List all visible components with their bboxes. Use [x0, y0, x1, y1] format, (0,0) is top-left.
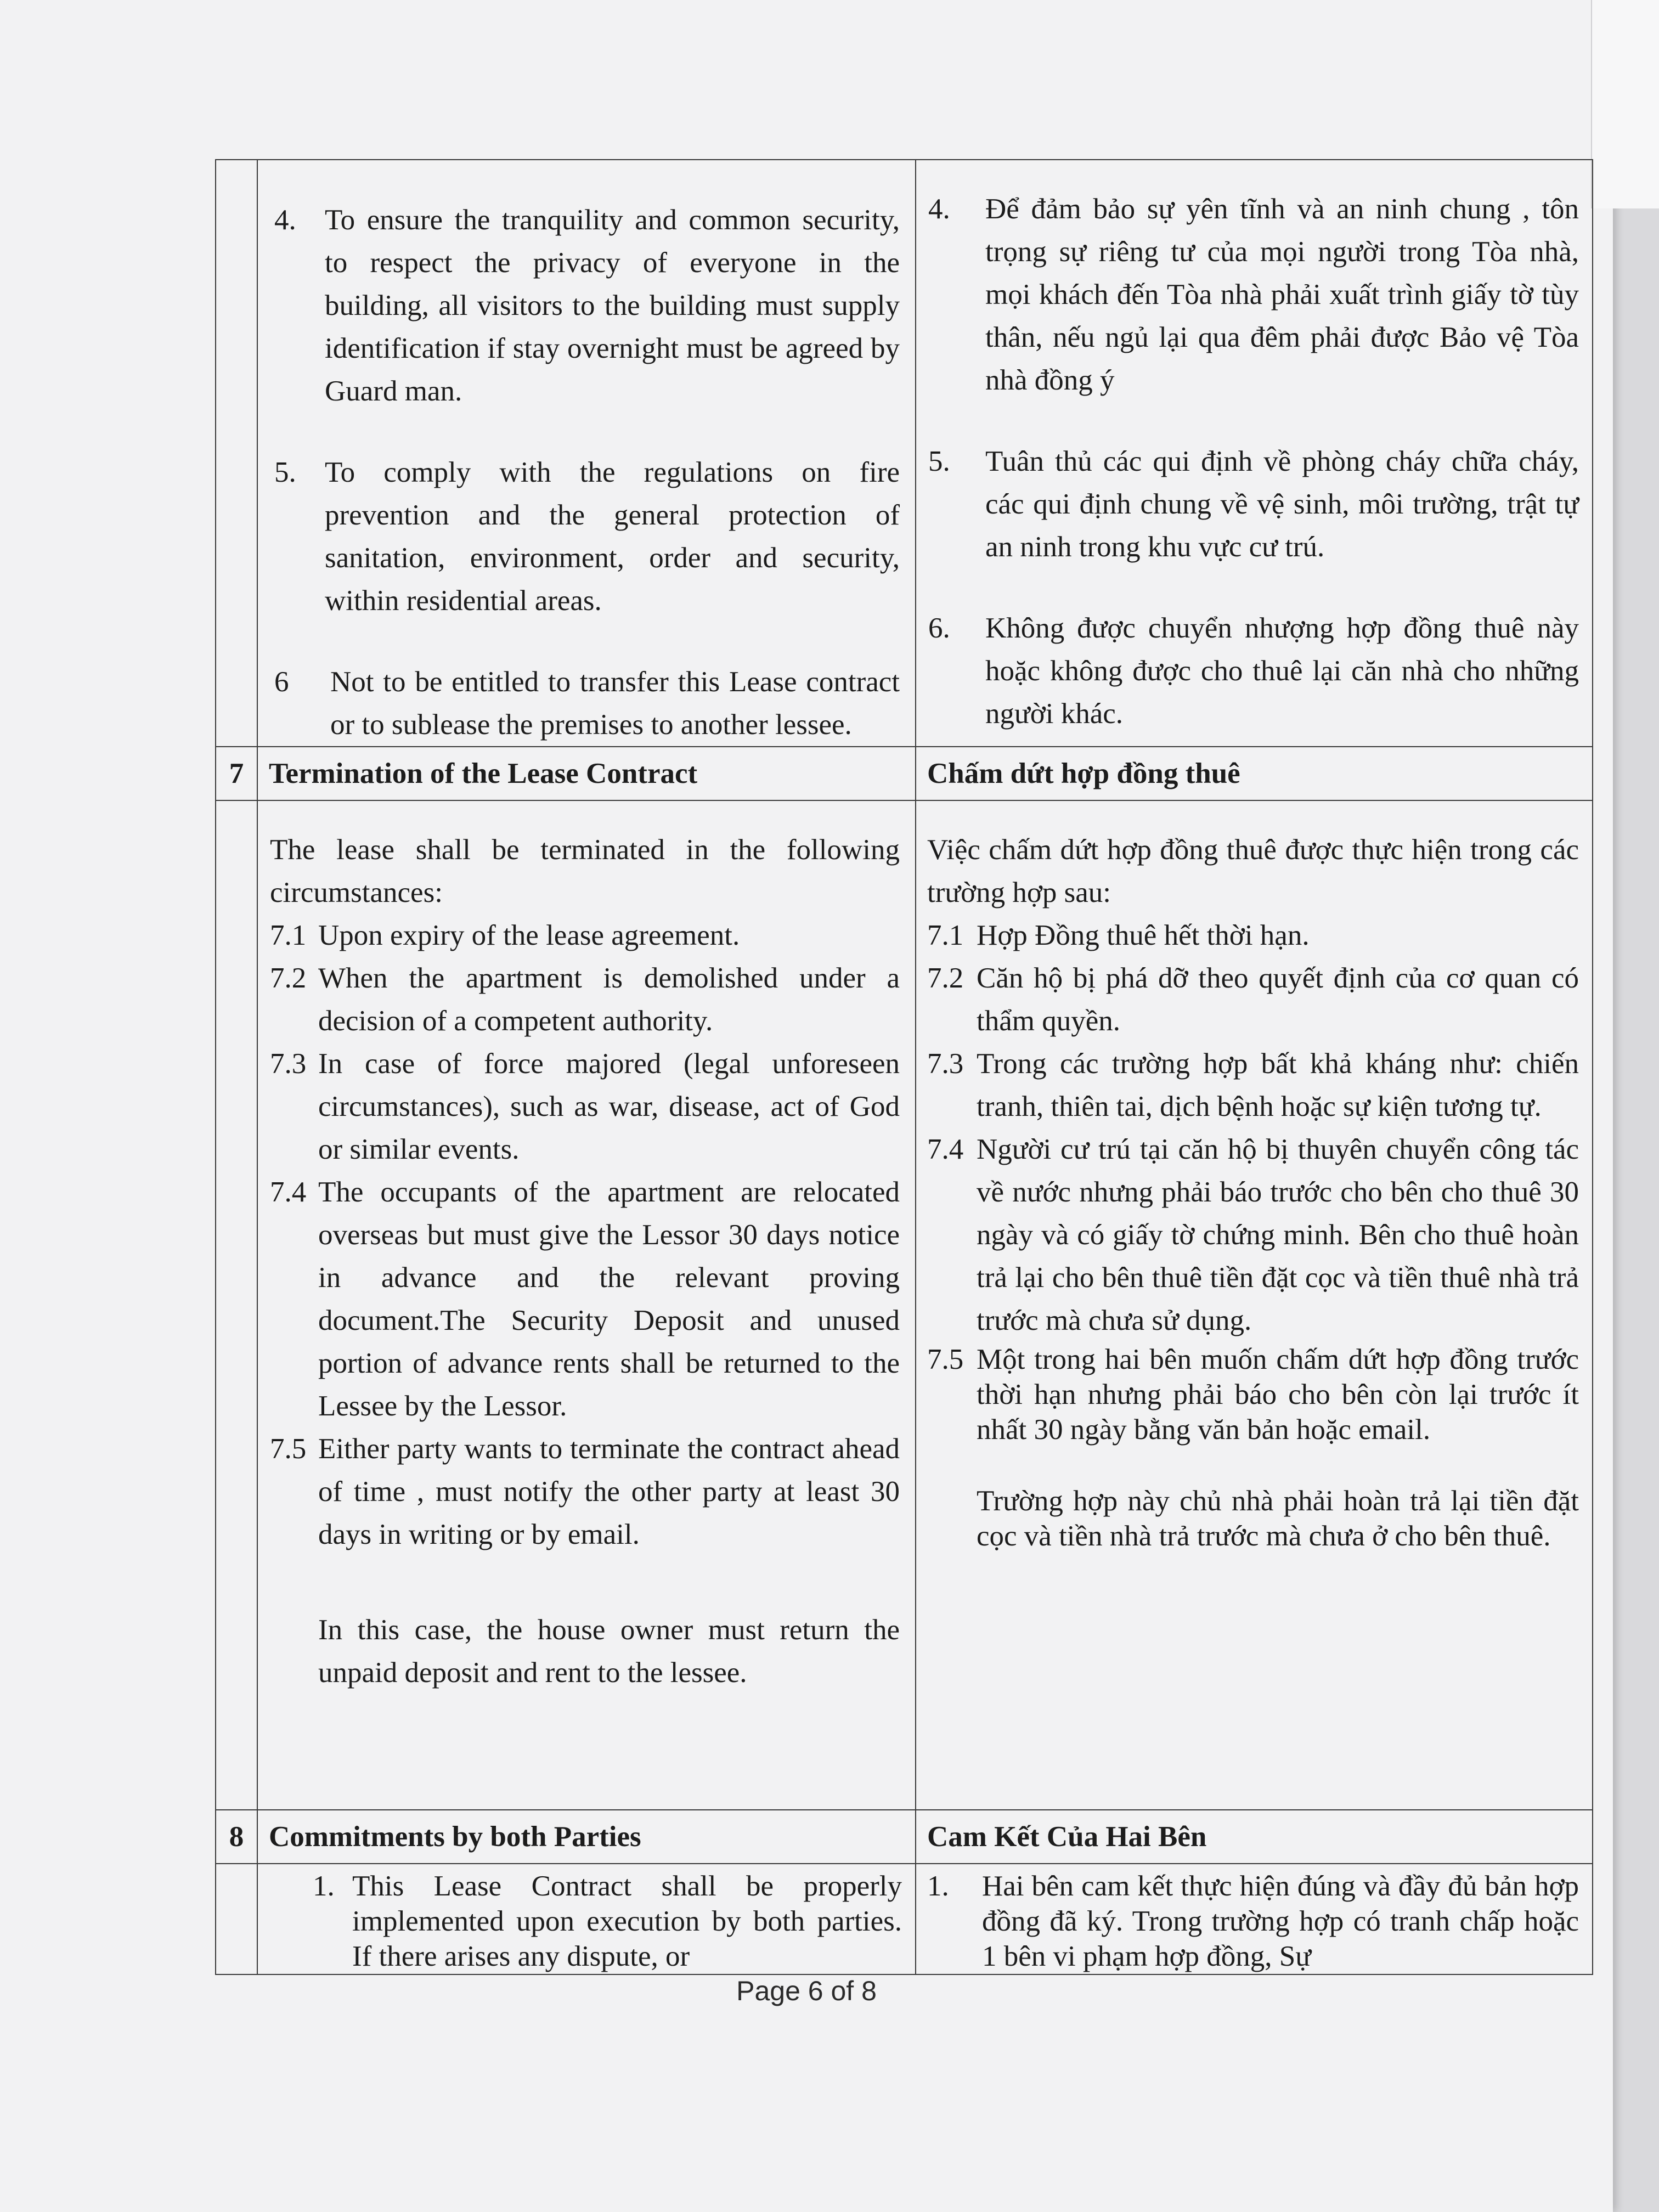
item-text: The occupants of the apartment are relocated overseas but must give the Lessor 30 days notice in advance and the relevant proving document.The Security Deposit and unused portion of advance rents shall be returned to the Lessee by the Lessor.: [318, 1176, 900, 1422]
item-label: 6.: [928, 612, 950, 644]
list-item: [274, 661, 900, 746]
list-item: [928, 188, 1579, 402]
item-label: 6: [274, 666, 289, 698]
row-number-cell: [216, 800, 257, 1810]
page-number: Page 6 of 8: [736, 1976, 877, 2006]
item-text: Either party wants to terminate the contract ahead of time , must notify the other party at least 30 days in writing or by email.: [318, 1433, 900, 1550]
item-text: This Lease Contract shall be properly implemented upon execution by both parties. If there arises any dispute, or: [352, 1870, 902, 1972]
section-7-body-row: [216, 800, 1593, 1810]
list-item: [270, 957, 900, 1042]
row-number-cell: [216, 1864, 257, 1974]
underlying-page-edge: [1591, 0, 1659, 208]
section-title-vi: Chấm dứt hợp đồng thuê: [916, 747, 1593, 800]
list-item: [274, 451, 900, 622]
intro-paragraph: The lease shall be terminated in the following circumstances:: [270, 834, 900, 909]
english-column: [257, 800, 916, 1810]
item-text: Căn hộ bị phá dỡ theo quyết định của cơ quan có thẩm quyền.: [977, 962, 1579, 1037]
intro-paragraph: Việc chấm dứt hợp đồng thuê được thực hiện trong các trường hợp sau:: [927, 834, 1579, 909]
item-label: 1.: [927, 1870, 949, 1902]
list-item: [927, 914, 1579, 957]
item-label: 4.: [928, 193, 950, 225]
item-label: 7.3: [270, 1048, 307, 1080]
list-item: [927, 957, 1579, 1042]
item-text: When the apartment is demolished under a decision of a competent authority.: [318, 962, 900, 1037]
item-text: Hai bên cam kết thực hiện đúng và đầy đủ bản hợp đồng đã ký. Trong trường hợp có tranh chấp hoặc 1 bên vi phạm hợp đồng, Sự: [982, 1870, 1579, 1972]
section-title-en: Commitments by both Parties: [257, 1810, 916, 1864]
item-label: 5.: [928, 445, 950, 477]
list-item: [270, 1042, 900, 1171]
item-label: 7.2: [927, 962, 964, 994]
item-text: In case of force majored (legal unforeseen circumstances), such as war, disease, act of God or similar events.: [318, 1048, 900, 1165]
item-label: 7.2: [270, 962, 307, 994]
note-paragraph: In this case, the house owner must return the unpaid deposit and rent to the lessee.: [318, 1614, 900, 1689]
list-item: [927, 1128, 1579, 1342]
section-number: 7: [216, 747, 257, 800]
item-label: 7.1: [270, 919, 307, 951]
section-8-heading-row: [216, 1810, 1593, 1864]
list-item: [928, 607, 1579, 735]
item-text: Hợp Đồng thuê hết thời hạn.: [977, 919, 1310, 951]
item-label: 7.5: [927, 1344, 964, 1375]
list-item: [274, 199, 900, 413]
section-number: 8: [216, 1810, 257, 1864]
vietnamese-column: [916, 1864, 1593, 1974]
list-item: [270, 1427, 900, 1556]
item-label: 7.4: [927, 1133, 964, 1165]
list-item: [927, 1042, 1579, 1128]
item-text: Tuân thủ các qui định về phòng cháy chữa cháy, các qui định chung về vệ sinh, môi trường, trật tự an ninh trong khu vực cư trú.: [985, 445, 1579, 563]
item-label: 5.: [274, 456, 296, 488]
list-item: [270, 1171, 900, 1427]
item-label: 4.: [274, 204, 296, 236]
vietnamese-column: [916, 160, 1593, 747]
item-text: Trong các trường hợp bất khả kháng như: chiến tranh, thiên tai, dịch bệnh hoặc sự kiện tương tự.: [977, 1048, 1579, 1122]
item-text: Người cư trú tại căn hộ bị thuyên chuyển công tác về nước nhưng phải báo trước cho bên cho thuê 30 ngày và có giấy tờ chứng minh. Bên cho thuê hoàn trả lại cho bên thuê tiền đặt cọc và tiền thuê nhà trả trước mà chưa sử dụng.: [977, 1133, 1579, 1336]
list-item: [928, 440, 1579, 568]
section-title-en: Termination of the Lease Contract: [257, 747, 916, 800]
list-item: [313, 1869, 902, 1974]
item-text: Để đảm bảo sự yên tĩnh và an ninh chung , tôn trọng sự riêng tư của mọi người trong Tòa nhà, mọi khách đến Tòa nhà phải xuất trình giấy tờ tùy thân, nếu ngủ lại qua đêm phải được Bảo vệ Tòa nhà đồng ý: [985, 193, 1579, 396]
vietnamese-column: [916, 800, 1593, 1810]
item-label: 7.4: [270, 1176, 307, 1208]
item-text: Not to be entitled to transfer this Lease contract or to sublease the premises to another lessee.: [330, 666, 900, 741]
section-8-body-row: [216, 1864, 1593, 1974]
section-7-heading-row: [216, 747, 1593, 800]
table-row-tenant-obligations: [216, 160, 1593, 747]
row-number-cell: [216, 160, 257, 747]
list-item: [927, 1869, 1579, 1974]
item-text: To ensure the tranquility and common security, to respect the privacy of everyone in the building, all visitors to the building must supply identification if stay overnight must be agreed by Guard man.: [325, 204, 900, 407]
item-text: Một trong hai bên muốn chấm dứt hợp đồng trước thời hạn nhưng phải báo cho bên còn lại trước ít nhất 30 ngày bằng văn bản hoặc email.: [977, 1344, 1579, 1446]
section-title-vi: Cam Kết Của Hai Bên: [916, 1810, 1593, 1864]
item-text: To comply with the regulations on fire prevention and the general protection of sanitation, environment, order and security, within residential areas.: [325, 456, 900, 617]
list-item: [270, 914, 900, 957]
item-label: 7.1: [927, 919, 964, 951]
note-paragraph: Trường hợp này chủ nhà phải hoàn trả lại tiền đặt cọc và tiền nhà trả trước mà chưa ở cho bên thuê.: [977, 1485, 1579, 1552]
item-text: Không được chuyển nhượng hợp đồng thuê này hoặc không được cho thuê lại căn nhà cho những người khác.: [985, 612, 1579, 730]
english-column: [257, 160, 916, 747]
item-text: Upon expiry of the lease agreement.: [318, 919, 740, 951]
list-item: [927, 1342, 1579, 1447]
item-label: 7.5: [270, 1433, 307, 1465]
item-label: 7.3: [927, 1048, 964, 1080]
contract-table: [215, 159, 1593, 1975]
item-label: 1.: [313, 1870, 335, 1902]
english-column: [257, 1864, 916, 1974]
